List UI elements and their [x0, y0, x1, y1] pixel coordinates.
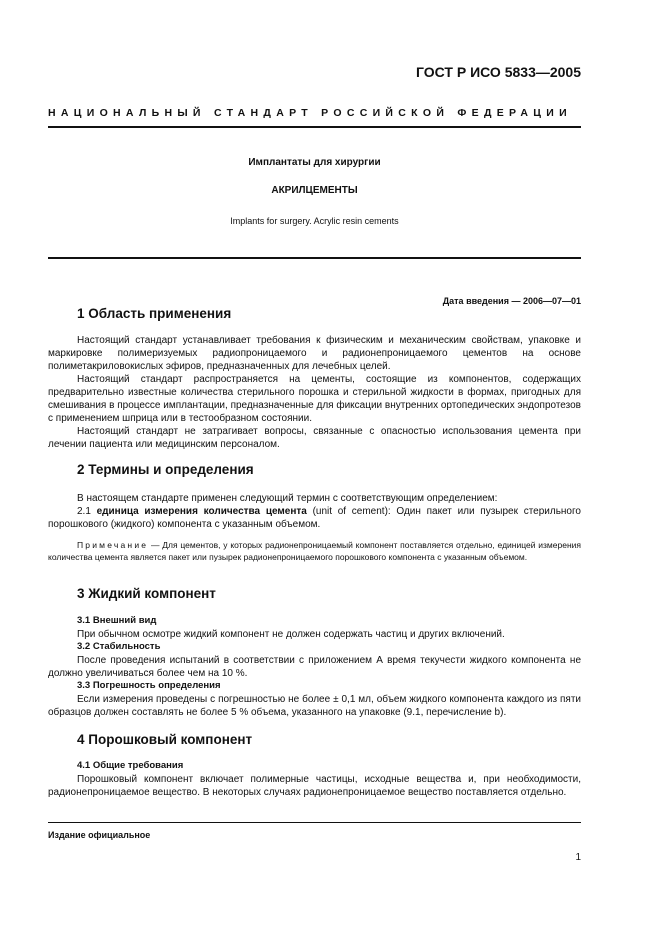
- national-standard-banner: НАЦИОНАЛЬНЫЙ СТАНДАРТ РОССИЙСКОЙ ФЕДЕРАЦИИ: [48, 107, 572, 119]
- section-1-paragraph-1: Настоящий стандарт устанавливает требования к физическим и механическим свойствам, упаковке и маркировке полимеризуемых радиопроницаемого и радионепроницаемого цементов на основе полиметакриловокислых эфиров, предназначенных для лечебных целей.: [48, 335, 581, 372]
- note: Примечание — Для цементов, у которых радионепроницаемый компонент поставляется отдельно, единицей измерения количества цемента является пакет или пузырек радионепроницаемого порошкового компонента с указанным объемом.: [48, 540, 581, 562]
- section-1-heading: 1 Область применения: [77, 306, 232, 321]
- title-main: АКРИЛЦЕМЕНТЫ: [271, 185, 358, 196]
- term-name: единица измерения количества цемента: [96, 506, 307, 517]
- section-4-heading: 4 Порошковый компонент: [77, 732, 253, 747]
- section-1-paragraph-3: Настоящий стандарт не затрагивает вопросы, связанные с опасностью использования цемента при лечении пациента или медицинским персоналом.: [48, 426, 581, 450]
- section-3-heading: 3 Жидкий компонент: [77, 586, 216, 601]
- document-code: ГОСТ Р ИСО 5833—2005: [416, 64, 581, 80]
- top-rule: [48, 126, 581, 128]
- title-rule: [48, 257, 581, 259]
- section-2-intro: В настоящем стандарте применен следующий термин с соответствующим определением:: [77, 493, 498, 504]
- title-subject: Имплантаты для хирургии: [248, 157, 381, 168]
- subsection-3-1-text: При обычном осмотре жидкий компонент не должен содержать частиц и других включений.: [77, 629, 505, 640]
- page-number: 1: [575, 852, 581, 863]
- subsection-4-1-text: Порошковый компонент включает полимерные частицы, исходные вещества и, при необходимости, радионепроницаемое вещество. В некоторых случаях радионепроницаемое вещество поставляется отдельно.: [48, 774, 581, 798]
- note-label: Примечание: [77, 540, 149, 550]
- effective-date: Дата введения — 2006—07—01: [442, 296, 581, 306]
- subsection-4-1-heading: 4.1 Общие требования: [77, 760, 184, 771]
- subsection-3-2-heading: 3.2 Стабильность: [77, 641, 161, 652]
- edition-label: Издание официальное: [48, 830, 151, 840]
- section-2-heading: 2 Термины и определения: [77, 462, 254, 477]
- subsection-3-3-text: Если измерения проведены с погрешностью не более ± 0,1 мл, объем жидкого компонента каждого из пяти образцов должен составлять не более 5 % объема, указанного на упаковке (9.1, перечисление b).: [48, 694, 581, 718]
- section-1-paragraph-2: Настоящий стандарт распространяется на цементы, состоящие из компонентов, содержащих предварительно известные количества стерильного порошка и стерильной жидкости в формах, пригодных для смешивания в процессе имплантации, предназначенные для фиксации внутренних ортопедических эндопротезов с применением шприца или в тестообразном состоянии.: [48, 374, 581, 424]
- subsection-3-2-text: После проведения испытаний в соответствии с приложением А время текучести жидкого компонента не должно увеличиваться более чем на 10 %.: [48, 655, 581, 679]
- footer-rule: [48, 822, 581, 823]
- title-english: Implants for surgery. Acrylic resin cements: [230, 216, 399, 226]
- subsection-3-3-heading: 3.3 Погрешность определения: [77, 680, 221, 691]
- subsection-3-1-heading: 3.1 Внешний вид: [77, 615, 157, 626]
- term-definition: 2.1 единица измерения количества цемента (unit of cement): Один пакет или пузырек стерильного порошкового (жидкого) компонента с указанным объемом.: [48, 506, 581, 530]
